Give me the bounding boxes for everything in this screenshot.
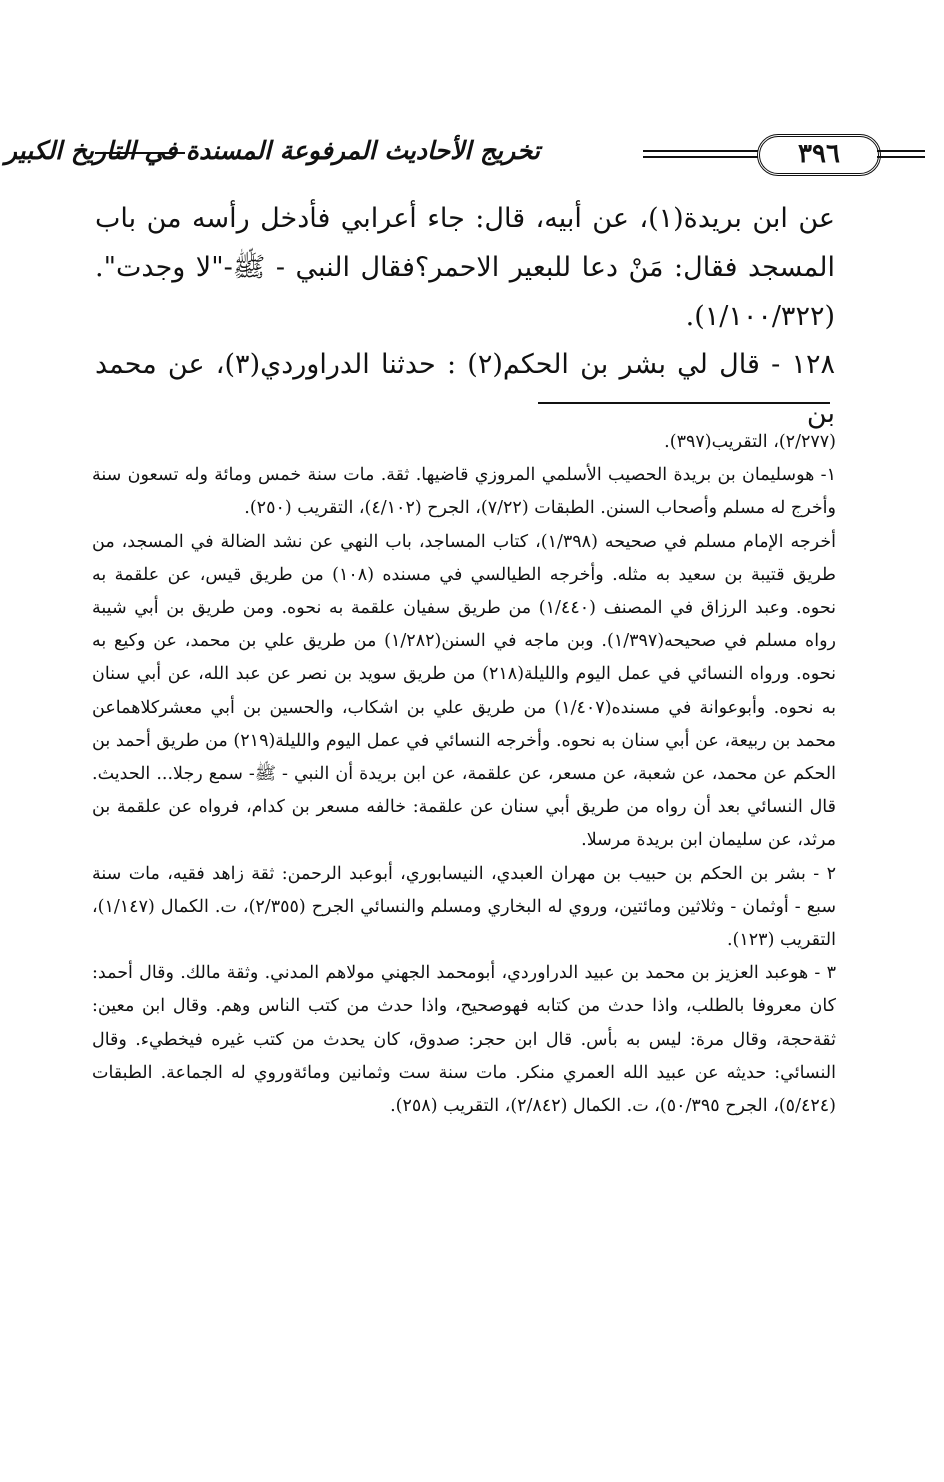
header-middle-rule [643, 150, 758, 158]
running-title: تخريج الأحاديث المرفوعة المسندة في التاريخ الكبير [4, 136, 540, 165]
hadith-128-opening: ١٢٨ - قال لي بشر بن الحكم(٢) : حدثنا الدراوردي(٣)، عن محمد بن [95, 349, 835, 429]
footnote-carry-over: (٢/٢٧٧)، التقريب(٣٩٧). [664, 432, 836, 452]
hadith-128 [95, 340, 835, 438]
footnote-3: ٣ - هوعبد العزيز بن محمد بن عبيد الدراوردي، أبومحمد الجهني مولاهم المدني. وثقة مالك. وقال أحمد: كان معروفا بالطلب، واذا حدث من كتابه فهوصحيح، واذا حدث من كتب الناس وهم. وقال ابن معين: ثقةحجة، وقال مرة: ليس به بأس. قال ابن حجر: صدوق، كان يحدث من كتب غيره فيخطيء. وقال النسائي: حديثه عن عبيد الله العمري منكر. مات سنة ست وثمانين ومائةوروي له الجماعة. الطبقات (٥/٤٢٤)، الجرح ٥٠/٣٩٥)، ت. الكمال (٢/٨٤٢)، التقريب (٢٥٨). [92, 963, 836, 1117]
footnote-1-bio: ١- هوسليمان بن بريدة الحصيب الأسلمي المروزي قاضيها. ثقة. مات سنة خمس ومائة وله تسعون سنة وأخرج له مسلم وأصحاب السنن. الطبقات (٧/٢٢)، الجرح (٤/١٠٢)، التقريب (٢٥٠). [92, 465, 836, 519]
page-number-frame [757, 134, 881, 176]
main-text [95, 194, 835, 341]
footnote-divider [538, 402, 830, 404]
footnotes [92, 426, 836, 1123]
page-header [4, 132, 840, 176]
footnote-2: ٢ - بشر بن الحكم بن حبيب بن مهران العبدي، النيسابوري، أبوعبد الرحمن: ثقة زاهد فقيه، مات سنة سبع - أوثمان - وثلاثين ومائتين، وروي له البخاري ومسلم والنسائي الجرح (٢/٣٥٥)، ت. الكمال (١/١٤٧)، التقريب (١٢٣). [92, 863, 836, 951]
footnote-1-takhrij: أخرجه الإمام مسلم في صحيحه (١/٣٩٨)، كتاب المساجد، باب النهي عن نشد الضالة في المسجد، من طريق قتيبة بن سعيد به مثله. وأخرجه الطيالسي في مسنده (١٠٨) من طريق قيس، عن علقمة به نحوه. وعبد الرزاق في المصنف (١/٤٤٠) من طريق سفيان علقمة به نحوه. ومن طريق بن أبي شيبة رواه مسلم في صحيحه(١/٣٩٧). وبن ماجه في السنن(١/٢٨٢) من طريق علي بن محمد، عن وكيع به نحوه. ورواه النسائي في عمل اليوم والليلة(٢١٨) من طريق سويد بن نصر عن عبد الله، عن أبي سنان به نحوه. وأبوعوانة في مسنده(١/٤٠٧) من طريق علي بن اشكاب، والحسين بن أبي معشركلاهماعن محمد بن ربيعة، عن أبي سنان به نحوه. وأخرجه النسائي في عمل اليوم والليلة(٢١٩) من طريق أحمد بن الحكم عن محمد، عن شعبة، عن مسعر، عن علقمة، عن ابن بريدة أن النبي - ﷺ- سمع رجلا... الحديث. قال النسائي بعد أن رواه من طريق أبي سنان عن علقمة: خالفه مسعر بن كدام، فرواه عن علقمة بن مرثد، عن سليمان ابن بريدة مرسلا. [92, 531, 837, 851]
header-right-rule [877, 150, 925, 158]
hadith-text-paragraph: عن ابن بريدة(١)، عن أبيه، قال: جاء أعرابي فأدخل رأسه من باب المسجد فقال: مَنْ دعا للبعير الاحمر؟فقال النبي - ﷺ-"لا وجدت". (١/١٠٠/٣٢٢). [95, 203, 835, 332]
page-number: ٣٩٦ [798, 139, 840, 169]
